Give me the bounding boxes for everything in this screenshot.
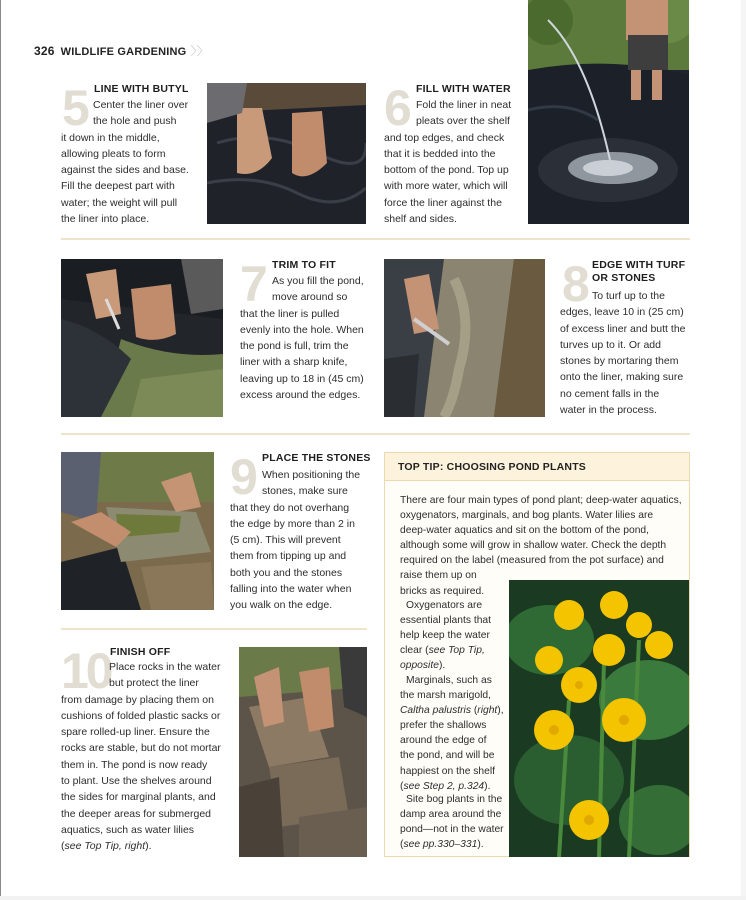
page-edge-line xyxy=(0,0,1,900)
row-divider-3 xyxy=(61,628,367,630)
step-7-number: 7 xyxy=(240,256,265,312)
photo-pushing-liner xyxy=(207,83,366,224)
chevron-icon: 〉〉 xyxy=(190,44,209,58)
step-5-text: Center the liner over the hole and push it down in the middle, allowing pleats to form against the sides and base. Fill the deepest part with water; the weight will pull the liner into place. xyxy=(61,99,189,226)
top-tip-intro: There are four main types of pond plant; deep-water aquatics, oxygenators, marginals, and bog plants. Water lilies are deep-water aquatics and sit on the bottom of the pond, although some will grow in shallow water. Check the depth required on the label (measured from the pot surface) and raise them up on bricks as required. xyxy=(400,495,682,597)
step-5-number: 5 xyxy=(62,80,87,136)
step-6-text: Fold the liner in neat pleats over the shelf and top edges, and check that it is bedded into the bottom of the pond. Top up with more water, which will force the liner against the shelf and sides. xyxy=(384,99,512,226)
photo-placing-stones xyxy=(61,452,214,610)
page-folio xyxy=(34,42,209,59)
photo-rocks-in-water xyxy=(239,647,367,857)
top-tip-marginals: Marginals, such as the marsh marigold, Caltha palustris (right), prefer the shallows around the edge of the pond, and will be happiest on the shelf (see Step 2, p.324). xyxy=(400,675,504,792)
top-tip-oxygenators: Oxygenators are essential plants that help keep the water clear (see Top Tip, opposite). xyxy=(400,600,492,672)
page-number: 326 xyxy=(34,44,55,58)
step-10-text: Place rocks in the water but protect the liner from damage by placing them on cushions of folded plastic sacks or spare rolled-up liner. Ensure the rocks are stable, but do not mortar them in. The pond is now ready to plant. Use the shelves around the sides for marginal plants, and the deeper areas for submerged aquatics, such as water lilies (see Top Tip, right). xyxy=(61,661,221,853)
step-8-text: To turf up to the edges, leave 10 in (25 cm) of excess liner and butt the turves up to it. Or add stones by mortaring them onto the liner, making sure no cement falls in the water in the process. xyxy=(560,290,686,417)
step-6-number: 6 xyxy=(384,80,409,136)
step-7-title: TRIM TO FIT xyxy=(272,259,336,271)
step-9-number: 9 xyxy=(230,449,255,505)
top-tip-title: TOP TIP: CHOOSING POND PLANTS xyxy=(398,461,587,473)
top-tip-header xyxy=(384,452,690,481)
photo-filling-pond xyxy=(528,0,689,224)
step-7-text: As you fill the pond, move around so that the liner is pulled evenly into the hole. When the pond is full, trim the liner with a sharp knife, leaving up to 18 in (45 cm) excess around the edges. xyxy=(240,275,364,402)
step-9-text: When positioning the stones, make sure that they do not overhang the edge by more than 2 in (5 cm). This will prevent them from tipping up and both you and the stones falling into the water when you walk on the edge. xyxy=(230,469,361,612)
step-8-title: EDGE WITH TURF OR STONES xyxy=(592,259,686,284)
step-8-number: 8 xyxy=(562,256,587,312)
step-6-title: FILL WITH WATER xyxy=(416,83,511,95)
step-9-title: PLACE THE STONES xyxy=(262,452,371,464)
photo-mortaring-edge xyxy=(384,259,545,417)
step-10-number: 10 xyxy=(61,643,111,699)
step-10-title: FINISH OFF xyxy=(110,646,171,658)
page-bottom-edge xyxy=(0,896,746,900)
section-title: WILDLIFE GARDENING xyxy=(60,46,187,58)
row-divider-2 xyxy=(61,433,690,435)
row-divider-1 xyxy=(61,238,690,240)
photo-marsh-marigold xyxy=(509,580,689,857)
photo-trimming-liner xyxy=(61,259,223,417)
top-tip-bog: Site bog plants in the damp area around the pond—not in the water (see pp.330–331). xyxy=(400,794,504,851)
page-margin xyxy=(741,0,746,900)
step-5-title: LINE WITH BUTYL xyxy=(94,83,189,95)
